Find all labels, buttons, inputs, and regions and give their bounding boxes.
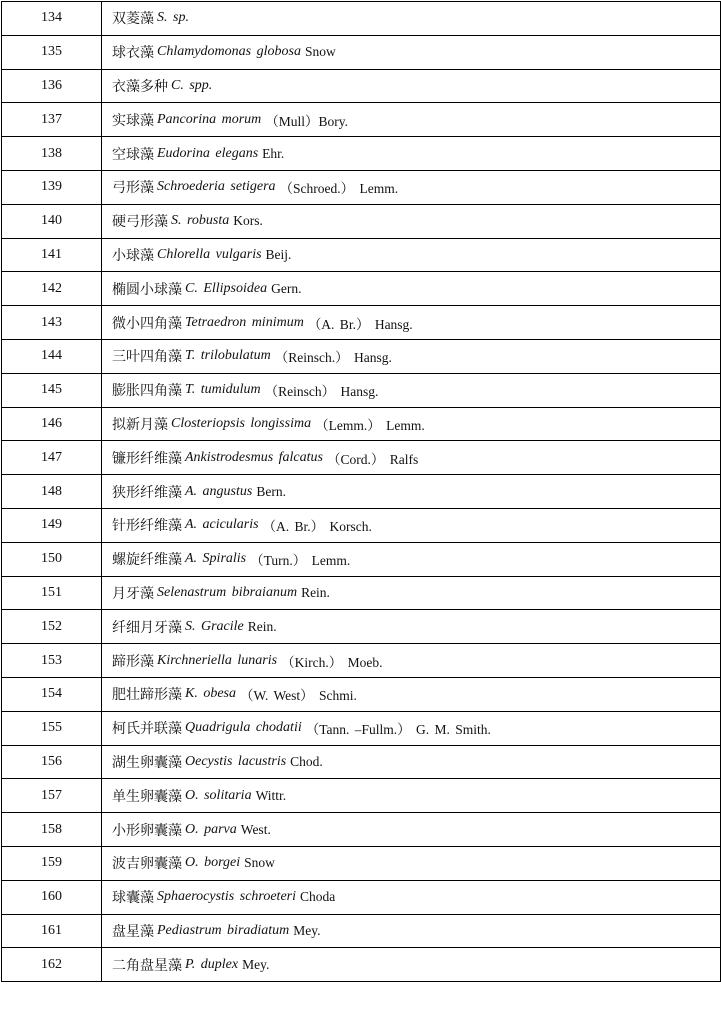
- scientific-name: K. obesa: [185, 686, 236, 702]
- chinese-name: 球衣藻: [112, 45, 154, 62]
- authority: （Reinsch.） Hansg.: [274, 350, 392, 366]
- chinese-name: 双菱藻: [112, 11, 154, 28]
- scientific-name: Pancorina morum: [157, 111, 262, 127]
- scientific-name: Ankistrodesmus falcatus: [185, 449, 323, 465]
- authority: Bern.: [256, 483, 286, 499]
- species-name-cell: [102, 2, 720, 35]
- authority: （A. Br.） Hansg.: [307, 316, 413, 332]
- authority: Ehr.: [262, 145, 285, 161]
- row-number: 162: [2, 948, 102, 981]
- authority: Rein.: [247, 618, 277, 634]
- species-name-cell: [102, 408, 720, 441]
- species-name-cell: [102, 374, 720, 407]
- scientific-name: S. Gracile: [185, 618, 244, 634]
- chinese-name: 膨胀四角藻: [112, 383, 182, 400]
- species-name-cell: [102, 881, 720, 914]
- scientific-name: Chlamydomonas globosa: [157, 44, 301, 60]
- row-number: 146: [2, 408, 102, 441]
- table-row: [2, 847, 720, 881]
- scientific-name: T. tumidulum: [185, 382, 261, 398]
- row-number: 145: [2, 374, 102, 407]
- authority: （Mull）Bory.: [265, 113, 349, 129]
- row-number: 152: [2, 610, 102, 643]
- scientific-name: Quadrigula chodatii: [185, 720, 302, 736]
- species-name-cell: [102, 644, 720, 677]
- scientific-name: A. Spiralis: [185, 551, 247, 567]
- species-name-cell: [102, 847, 720, 880]
- authority: Choda: [300, 889, 336, 905]
- species-name-cell: [102, 543, 720, 576]
- row-number: 150: [2, 543, 102, 576]
- table-row: [2, 2, 720, 36]
- row-number: 136: [2, 70, 102, 103]
- scientific-name: Chlorella vulgaris: [157, 246, 262, 262]
- row-number: 161: [2, 915, 102, 948]
- scientific-name: C. Ellipsoidea: [185, 280, 268, 296]
- row-number: 147: [2, 441, 102, 474]
- scientific-name: Eudorina elegans: [157, 145, 259, 161]
- chinese-name: 微小四角藻: [112, 315, 182, 332]
- row-number: 149: [2, 509, 102, 542]
- table-row: [2, 306, 720, 340]
- species-name-cell: [102, 306, 720, 339]
- scientific-name: O. parva: [185, 821, 237, 837]
- table-row: [2, 678, 720, 712]
- chinese-name: 波吉卵囊藻: [112, 856, 182, 873]
- table-row: [2, 509, 720, 543]
- scientific-name: A. acicularis: [185, 517, 259, 533]
- row-number: 137: [2, 103, 102, 136]
- row-number: 144: [2, 340, 102, 373]
- table-row: [2, 272, 720, 306]
- scientific-name: Selenastrum bibraianum: [157, 584, 298, 600]
- chinese-name: 实球藻: [112, 112, 154, 129]
- row-number: 139: [2, 171, 102, 204]
- authority: （Kirch.） Moeb.: [281, 654, 383, 670]
- scientific-name: O. solitaria: [185, 787, 252, 803]
- chinese-name: 针形纤维藻: [112, 518, 182, 535]
- species-name-cell: [102, 272, 720, 305]
- row-number: 142: [2, 272, 102, 305]
- row-number: 143: [2, 306, 102, 339]
- authority: Snow: [304, 44, 336, 60]
- row-number: 148: [2, 475, 102, 508]
- species-name-cell: [102, 948, 720, 981]
- authority: （W. West） Schmi.: [240, 688, 357, 704]
- table-row: [2, 70, 720, 104]
- chinese-name: 螺旋纤维藻: [112, 552, 182, 569]
- table-row: [2, 36, 720, 70]
- authority: （Lemm.） Lemm.: [315, 417, 425, 433]
- chinese-name: 空球藻: [112, 146, 154, 163]
- row-number: 160: [2, 881, 102, 914]
- chinese-name: 衣藻多种: [112, 78, 168, 95]
- chinese-name: 蹄形藻: [112, 653, 154, 670]
- chinese-name: 湖生卵囊藻: [112, 754, 182, 771]
- scientific-name: T. trilobulatum: [185, 348, 271, 364]
- species-table: [1, 1, 721, 982]
- table-row: [2, 712, 720, 746]
- scientific-name: A. angustus: [185, 483, 253, 499]
- authority: Kors.: [233, 213, 263, 229]
- table-row: [2, 644, 720, 678]
- species-name-cell: [102, 239, 720, 272]
- scientific-name: O. borgei: [185, 855, 241, 871]
- authority: （Schroed.） Lemm.: [279, 181, 399, 197]
- authority: Gern.: [271, 280, 302, 296]
- table-row: [2, 441, 720, 475]
- scientific-name: P. duplex: [185, 956, 239, 972]
- table-row: [2, 779, 720, 813]
- species-name-cell: [102, 509, 720, 542]
- authority: Beij.: [265, 246, 292, 262]
- chinese-name: 镰形纤维藻: [112, 450, 182, 467]
- species-name-cell: [102, 36, 720, 69]
- scientific-name: Sphaerocystis schroeteri: [157, 889, 296, 905]
- authority: （Cord.） Ralfs: [326, 451, 419, 467]
- authority: （Reinsch） Hansg.: [264, 384, 379, 400]
- scientific-name: C. spp.: [171, 77, 213, 93]
- chinese-name: 拟新月藻: [112, 416, 168, 433]
- authority: Wittr.: [255, 787, 287, 803]
- species-name-cell: [102, 712, 720, 745]
- species-name-cell: [102, 441, 720, 474]
- table-row: [2, 543, 720, 577]
- species-name-cell: [102, 70, 720, 103]
- row-number: 153: [2, 644, 102, 677]
- table-row: [2, 239, 720, 273]
- table-row: [2, 881, 720, 915]
- chinese-name: 弓形藻: [112, 180, 154, 197]
- scientific-name: Schroederia setigera: [157, 179, 276, 195]
- scientific-name: Kirchneriella lunaris: [157, 652, 278, 668]
- species-name-cell: [102, 610, 720, 643]
- species-name-cell: [102, 678, 720, 711]
- row-number: 157: [2, 779, 102, 812]
- chinese-name: 单生卵囊藻: [112, 788, 182, 805]
- table-row: [2, 577, 720, 611]
- row-number: 155: [2, 712, 102, 745]
- row-number: 151: [2, 577, 102, 610]
- chinese-name: 椭圆小球藻: [112, 281, 182, 298]
- row-number: 158: [2, 813, 102, 846]
- table-row: [2, 137, 720, 171]
- chinese-name: 球囊藻: [112, 890, 154, 907]
- table-row: [2, 475, 720, 509]
- species-name-cell: [102, 475, 720, 508]
- table-row: [2, 746, 720, 780]
- chinese-name: 狭形纤维藻: [112, 484, 182, 501]
- chinese-name: 三叶四角藻: [112, 349, 182, 366]
- row-number: 141: [2, 239, 102, 272]
- authority: Mey.: [293, 922, 321, 938]
- table-row: [2, 103, 720, 137]
- row-number: 134: [2, 2, 102, 35]
- species-name-cell: [102, 171, 720, 204]
- chinese-name: 硬弓形藻: [112, 214, 168, 231]
- species-name-cell: [102, 779, 720, 812]
- authority: Rein.: [301, 584, 330, 600]
- authority: Mey.: [242, 956, 270, 972]
- species-name-cell: [102, 340, 720, 373]
- table-row: [2, 171, 720, 205]
- chinese-name: 二角盘星藻: [112, 957, 182, 974]
- table-row: [2, 374, 720, 408]
- chinese-name: 小球藻: [112, 247, 154, 264]
- chinese-name: 肥壮蹄形藻: [112, 687, 182, 704]
- species-name-cell: [102, 137, 720, 170]
- scientific-name: Pediastrum biradiatum: [157, 922, 290, 938]
- scientific-name: S. sp.: [157, 10, 189, 26]
- row-number: 156: [2, 746, 102, 779]
- table-row: [2, 610, 720, 644]
- row-number: 140: [2, 205, 102, 238]
- row-number: 135: [2, 36, 102, 69]
- species-name-cell: [102, 103, 720, 136]
- scientific-name: Oecystis lacustris: [185, 753, 287, 769]
- scientific-name: S. robusta: [171, 213, 230, 229]
- table-row: [2, 340, 720, 374]
- chinese-name: 盘星藻: [112, 923, 154, 940]
- authority: West.: [240, 821, 271, 837]
- authority: （Tann. –Fullm.） G. M. Smith.: [305, 722, 491, 738]
- table-row: [2, 205, 720, 239]
- row-number: 138: [2, 137, 102, 170]
- scientific-name: Closteriopsis longissima: [171, 415, 312, 431]
- row-number: 154: [2, 678, 102, 711]
- table-row: [2, 915, 720, 949]
- chinese-name: 纤细月牙藻: [112, 619, 182, 636]
- species-name-cell: [102, 746, 720, 779]
- table-row: [2, 408, 720, 442]
- species-name-cell: [102, 915, 720, 948]
- authority: Chod.: [290, 753, 323, 769]
- authority: （Turn.） Lemm.: [250, 553, 351, 569]
- authority: （A. Br.） Korsch.: [262, 519, 372, 535]
- scientific-name: Tetraedron minimum: [185, 314, 304, 330]
- authority: Snow: [244, 855, 275, 871]
- table-row: [2, 813, 720, 847]
- chinese-name: 小形卵囊藻: [112, 822, 182, 839]
- species-name-cell: [102, 205, 720, 238]
- species-name-cell: [102, 577, 720, 610]
- table-row: [2, 948, 720, 982]
- row-number: 159: [2, 847, 102, 880]
- chinese-name: 柯氏并联藻: [112, 721, 182, 738]
- species-name-cell: [102, 813, 720, 846]
- chinese-name: 月牙藻: [112, 585, 154, 602]
